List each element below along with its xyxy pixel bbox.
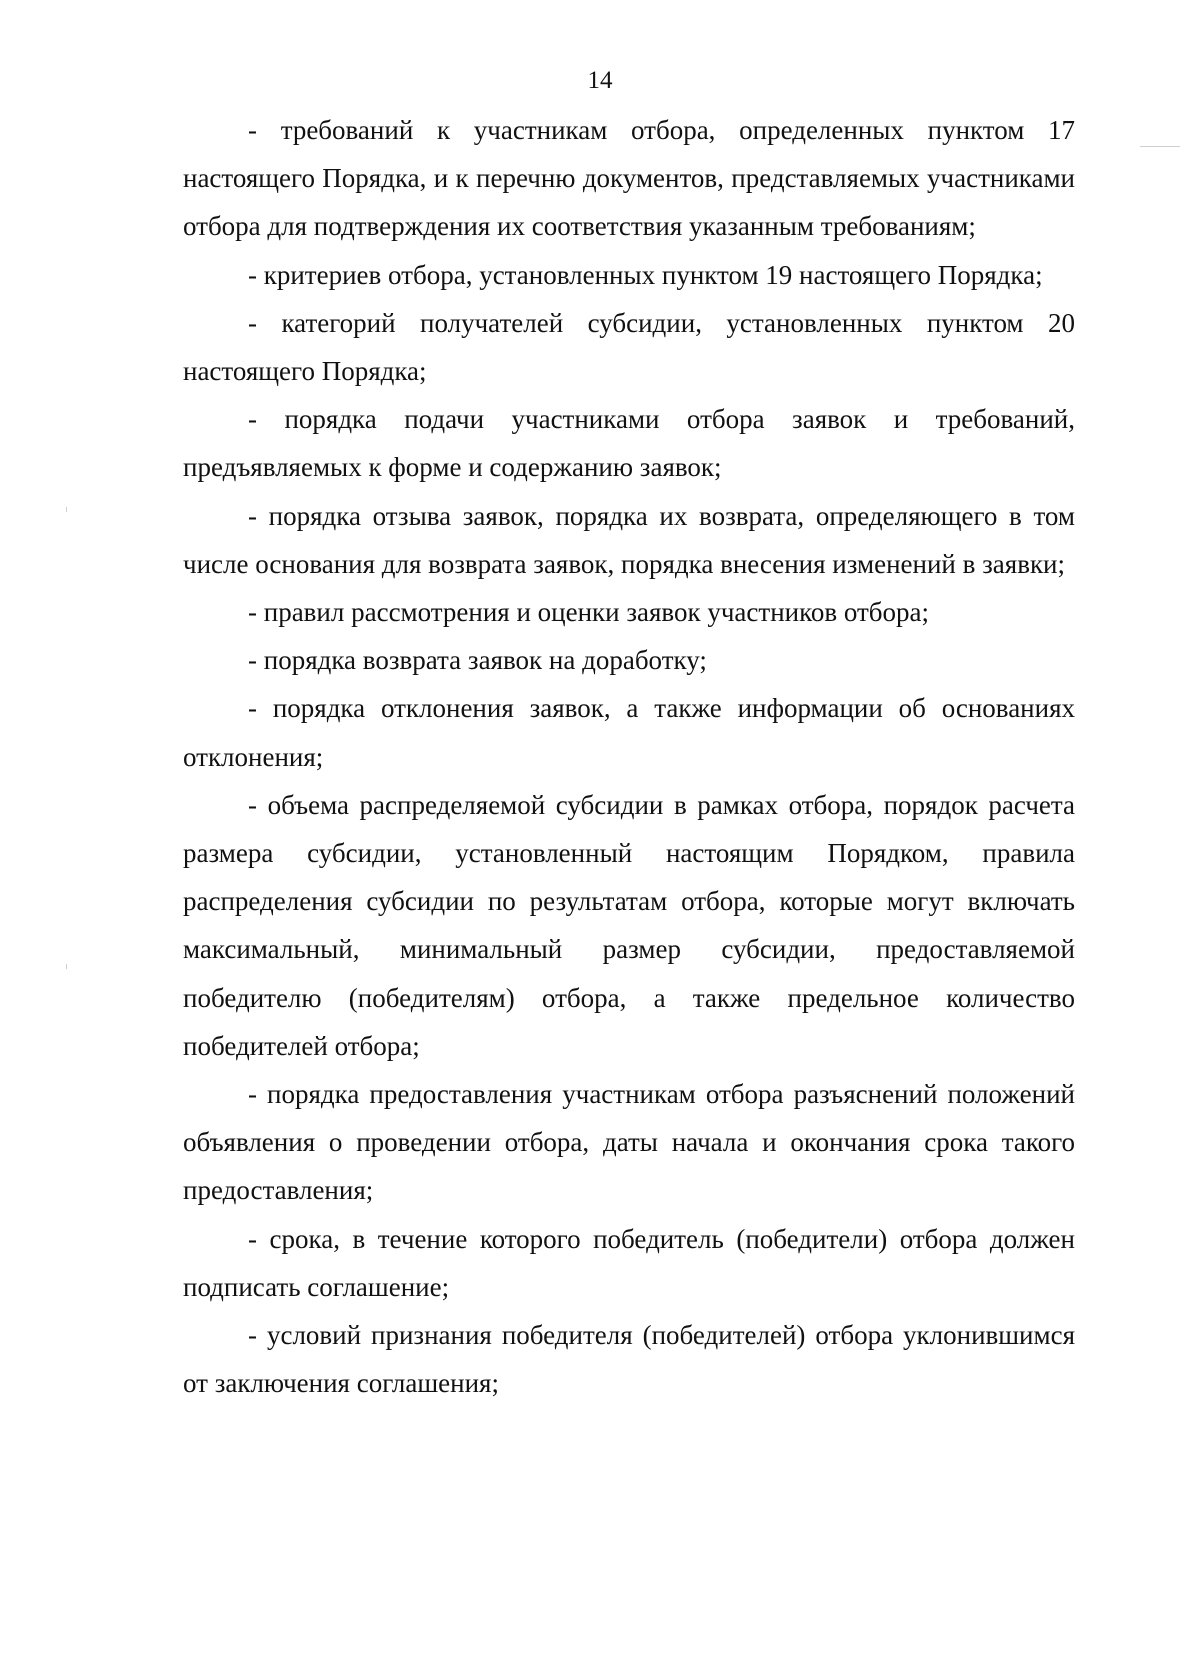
paragraph-application-withdrawal: - порядка отзыва заявок, порядка их возврата, определяющего в том числе основания для возврата заявок, порядка внесения изменений в заявки; bbox=[183, 500, 1075, 579]
scan-artifact-mark bbox=[66, 507, 67, 512]
paragraph-selection-criteria: - критериев отбора, установленных пунктом 19 настоящего Порядка; bbox=[248, 259, 1043, 290]
paragraph-winner-evasion: - условий признания победителя (победителей) отбора уклонившимся от заключения соглашения; bbox=[183, 1320, 1075, 1399]
page-number: 14 bbox=[587, 67, 613, 94]
paragraph-recipient-categories: - категорий получателей субсидии, установленных пунктом 20 настоящего Порядка; bbox=[183, 307, 1075, 387]
paragraph-requirements: - требований к участникам отбора, определенных пунктом 17 настоящего Порядка, и к перечню документов, представляемых участниками отбора для подтверждения их соответствия указанным требованиям; bbox=[183, 115, 1075, 242]
paragraph-review-rules: - правил рассмотрения и оценки заявок участников отбора; bbox=[248, 597, 930, 628]
scan-artifact-mark bbox=[66, 964, 67, 969]
scan-artifact-mark bbox=[1140, 146, 1180, 147]
paragraph-application-submission: - порядка подачи участниками отбора заявок и требований, предъявляемых к форме и содержанию заявок; bbox=[183, 404, 1075, 483]
paragraph-clarifications: - порядка предоставления участникам отбора разъяснений положений объявления о проведении отбора, даты начала и окончания срока такого предоставления; bbox=[183, 1079, 1075, 1206]
paragraph-subsidy-volume: - объема распределяемой субсидии в рамках отбора, порядок расчета размера субсидии, установленный настоящим Порядком, правила распределения субсидии по результатам отбора, которые могут включать максимальный, минимальный размер субсидии, предоставляемой победителю (победителям) отбора, а также предельное количество победителей отбора; bbox=[183, 789, 1075, 1061]
paragraph-rejection: - порядка отклонения заявок, а также информации об основаниях отклонения; bbox=[183, 693, 1075, 772]
document-body bbox=[183, 106, 1075, 1407]
paragraph-return-for-revision: - порядка возврата заявок на доработку; bbox=[248, 645, 707, 676]
paragraph-signing-deadline: - срока, в течение которого победитель (победители) отбора должен подписать соглашение; bbox=[183, 1223, 1075, 1302]
